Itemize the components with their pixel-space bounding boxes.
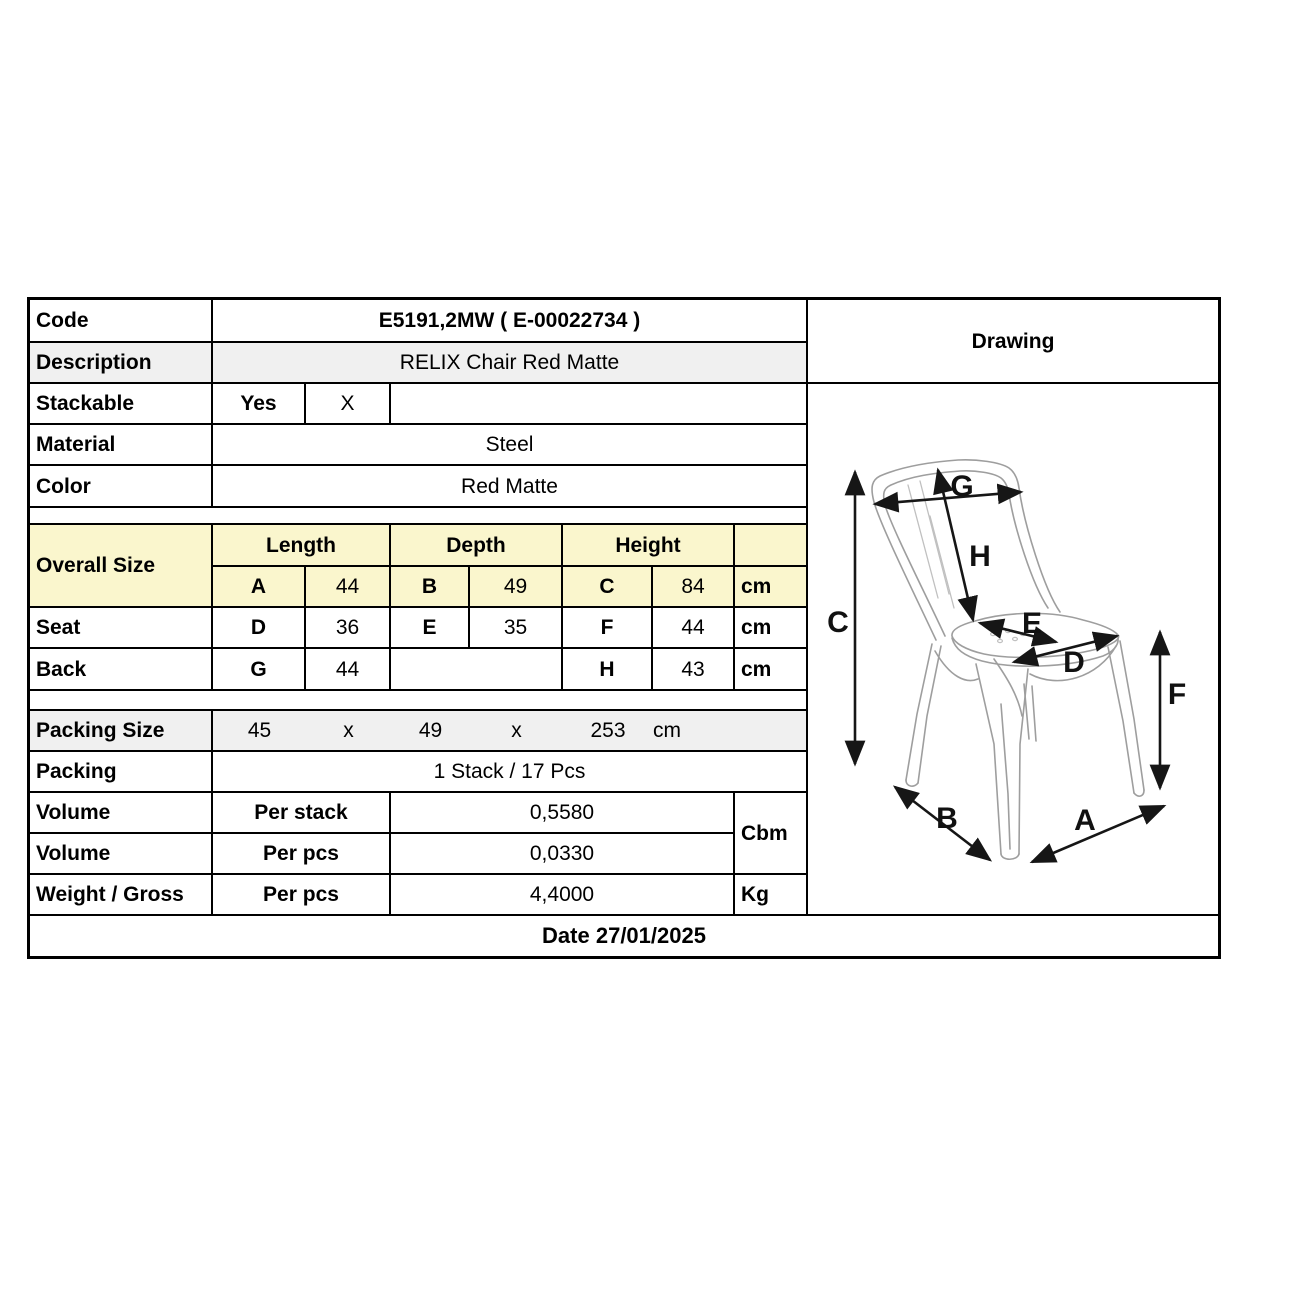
weight-label: Weight / Gross [30,875,211,914]
back-label: Back [30,649,211,689]
overall-key-c: C [563,567,651,606]
seat-unit: cm [735,608,806,647]
packing-size-x2: x [511,719,522,742]
dim-label-h: H [969,540,991,573]
weight-unit: Kg [735,875,806,914]
material-label: Material [30,425,211,464]
color-label: Color [30,466,211,506]
stackable-mark: X [306,384,389,423]
description-label: Description [30,343,211,382]
dim-label-c: C [827,606,849,639]
seat-label: Seat [30,608,211,647]
dim-label-a: A [1074,804,1096,837]
overall-size-label: Overall Size [30,525,211,606]
volume-pcs-per: Per pcs [213,834,389,873]
date-row: Date 27/01/2025 [30,916,1218,956]
seat-key-d: D [213,608,304,647]
overall-unit: cm [735,567,806,606]
drawing-area [808,384,1218,914]
size-header-depth: Depth [391,525,561,565]
size-header-length: Length [213,525,389,565]
seat-key-f: F [563,608,651,647]
back-key-h: H [563,649,651,689]
size-header-height: Height [563,525,733,565]
dim-label-e: E [1021,607,1043,640]
volume-stack-label: Volume [30,793,211,832]
dim-arrow-g [875,492,1021,504]
back-key-g: G [213,649,304,689]
back-val-h: 43 [653,649,733,689]
weight-value: 4,4000 [391,875,733,914]
drawing-header: Drawing [808,300,1218,382]
packing-size-x1: x [343,719,354,742]
spacer-row [30,691,806,709]
stackable-label: Stackable [30,384,211,423]
volume-stack-per: Per stack [213,793,389,832]
overall-key-b: B [391,567,468,606]
chair-drawing [808,384,1218,914]
packing-value: 1 Stack / 17 Pcs [213,752,806,791]
dim-label-b: B [936,802,958,835]
packing-size-v3: 253 [590,719,626,742]
seat-val-e: 35 [470,608,561,647]
packing-label: Packing [30,752,211,791]
stackable-option: Yes [213,384,304,423]
packing-size-label: Packing Size [30,711,211,750]
packing-size-values [213,711,806,750]
packing-size-unit: cm [653,719,681,742]
dim-arrow-a [1032,806,1164,862]
seat-key-e: E [391,608,468,647]
weight-per: Per pcs [213,875,389,914]
back-unit: cm [735,649,806,689]
packing-size-v2: 49 [418,719,443,742]
volume-pcs-label: Volume [30,834,211,873]
volume-pcs-value: 0,0330 [391,834,733,873]
stackable-empty [391,384,806,423]
seat-val-d: 36 [306,608,389,647]
dim-label-d: D [1063,646,1085,679]
color-value: Red Matte [213,466,806,506]
overall-val-c: 84 [653,567,733,606]
volume-unit: Cbm [735,793,806,873]
size-header-empty [735,525,806,565]
packing-size-v1: 45 [247,719,272,742]
material-value: Steel [213,425,806,464]
description-value: RELIX Chair Red Matte [213,343,806,382]
back-val-g: 44 [306,649,389,689]
code-value: E5191,2MW ( E-00022734 ) [213,300,806,341]
spacer-row [30,508,806,523]
back-empty [391,649,561,689]
dim-label-f: F [1167,678,1187,711]
overall-val-b: 49 [470,567,561,606]
code-label: Code [30,300,211,341]
volume-stack-value: 0,5580 [391,793,733,832]
overall-key-a: A [213,567,304,606]
overall-val-a: 44 [306,567,389,606]
seat-val-f: 44 [653,608,733,647]
spec-table [27,297,1221,959]
dim-label-g: G [950,470,974,503]
